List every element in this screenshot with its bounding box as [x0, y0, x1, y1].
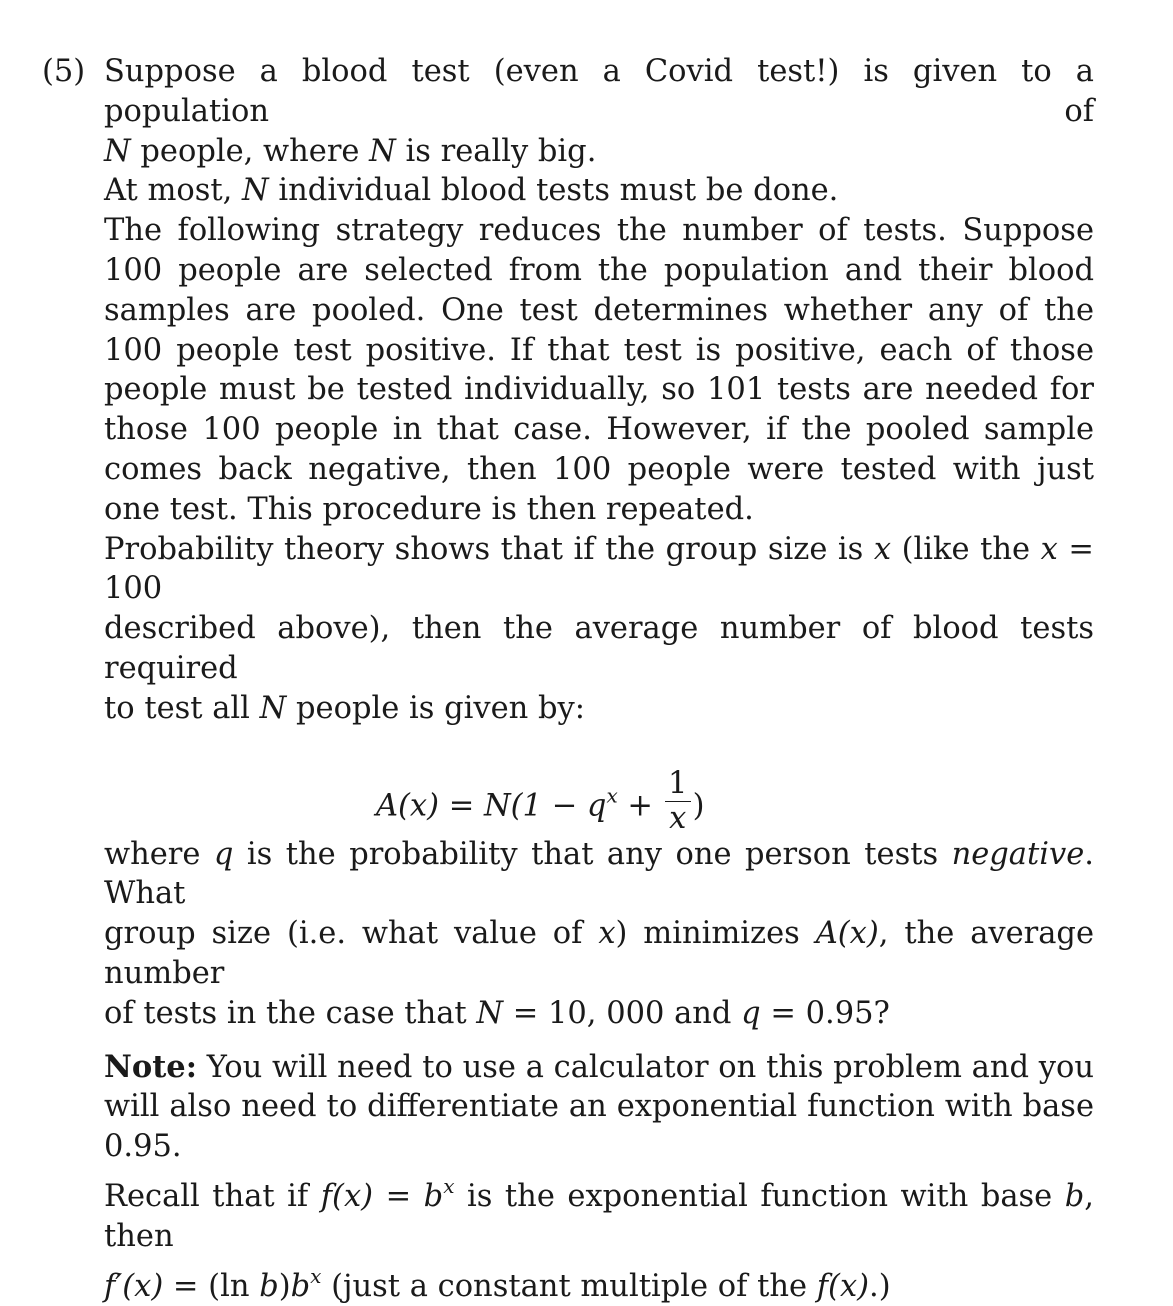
- var-q: q: [741, 995, 761, 1031]
- text: , the average number: [104, 916, 1094, 991]
- var-b: b: [1064, 1178, 1085, 1214]
- text: people is given by:: [286, 690, 585, 726]
- var-x: x: [1040, 531, 1058, 567]
- problem-body: [104, 52, 1094, 1306]
- note-line-1: [104, 1048, 1094, 1088]
- text: =: [373, 1178, 424, 1214]
- text: ): [278, 1268, 291, 1304]
- formula-display: [104, 739, 1094, 835]
- text: Recall that if: [104, 1178, 321, 1214]
- func-fx: f(x): [816, 1268, 870, 1304]
- formula-expression: [376, 765, 705, 842]
- fraction-denominator: x: [669, 800, 687, 836]
- var-q: q: [213, 836, 234, 872]
- func-A: A(x): [815, 916, 879, 952]
- text: (just a constant multiple of the: [321, 1268, 817, 1304]
- problem-5: [42, 52, 1102, 1306]
- var-b: b: [423, 1178, 444, 1214]
- var-b: b: [259, 1268, 279, 1304]
- intro-line-1: Suppose a blood test (even a Covid test!) is given to a population of: [104, 54, 1094, 129]
- formula-exponent: x: [606, 783, 618, 808]
- fraction-numerator: 1: [667, 765, 688, 801]
- probability-line-2: described above), then the average number of blood tests required: [104, 611, 1094, 686]
- text: where: [104, 836, 214, 872]
- spacer: [104, 1034, 1094, 1048]
- probability-line-3: [104, 689, 1094, 729]
- var-x: x: [598, 916, 616, 952]
- text: . What: [104, 836, 1094, 912]
- formula-fraction: [665, 767, 691, 836]
- at-most-line: [104, 171, 1094, 211]
- text: individual blood tests must be done.: [268, 173, 839, 209]
- group-size-line: [104, 914, 1094, 994]
- func-f: f: [320, 1178, 333, 1214]
- text: is really big.: [395, 133, 597, 169]
- exponent-x: x: [443, 1173, 455, 1198]
- arg-x: (x): [332, 1178, 374, 1214]
- note-line-3: [104, 1167, 1094, 1257]
- var-N: N: [476, 995, 504, 1031]
- text: to test all: [104, 690, 260, 726]
- text: is the exponential function with base: [454, 1178, 1065, 1214]
- note-label: Note:: [104, 1048, 197, 1085]
- text: You will need to use a calculator on this problem and you: [196, 1049, 1094, 1085]
- text: = 10, 000 and: [503, 995, 742, 1031]
- text: At most,: [104, 173, 243, 209]
- func-f: f: [104, 1268, 116, 1304]
- text: , then: [104, 1178, 1094, 1254]
- probability-line-1: [104, 530, 1094, 610]
- text: ) minimizes: [615, 916, 816, 952]
- text: = 100: [104, 531, 1094, 607]
- note-line-4: [104, 1257, 1094, 1306]
- derivative: ′(x): [115, 1268, 164, 1304]
- problem-number: (5): [42, 54, 86, 89]
- var-N: N: [242, 173, 269, 209]
- text: is the probability that any one person tests: [233, 836, 952, 872]
- var-N: N: [104, 133, 131, 169]
- text: of tests in the case that: [104, 995, 477, 1031]
- text: (like the: [891, 531, 1041, 567]
- text: group size (i.e. what value of: [104, 916, 599, 952]
- emphasis-negative: negative: [951, 836, 1085, 872]
- text: = (ln: [163, 1268, 260, 1304]
- text: .): [869, 1268, 891, 1304]
- formula-close: ): [692, 788, 705, 824]
- formula-lhs: A(x) = N(1 − q: [376, 788, 607, 824]
- var-b: b: [290, 1268, 311, 1304]
- where-line: [104, 835, 1094, 915]
- var-x: x: [873, 531, 892, 567]
- text: people, where: [130, 133, 370, 169]
- formula-plus: +: [617, 788, 663, 824]
- text: Probability theory shows that if the group size is: [104, 531, 874, 567]
- intro-line-2: [104, 132, 1094, 172]
- text: = 0.95?: [760, 995, 890, 1031]
- note-line-2: will also need to differentiate an exponential function with base 0.95.: [104, 1089, 1094, 1165]
- exponent-x: x: [310, 1263, 322, 1288]
- var-N: N: [259, 690, 287, 726]
- strategy-paragraph: The following strategy reduces the number of tests. Suppose 100 people are selected from the population and their blood samples are pooled. One test determines whether any of the 100 people test positive. If that test is positive, each of those people must be tested individually, so 101 tests are needed for those 100 people in that case. However, if the pooled sample comes back negative, then 100 people were tested with just one test. This procedure is then repeated.: [104, 213, 1094, 527]
- var-N: N: [369, 133, 396, 169]
